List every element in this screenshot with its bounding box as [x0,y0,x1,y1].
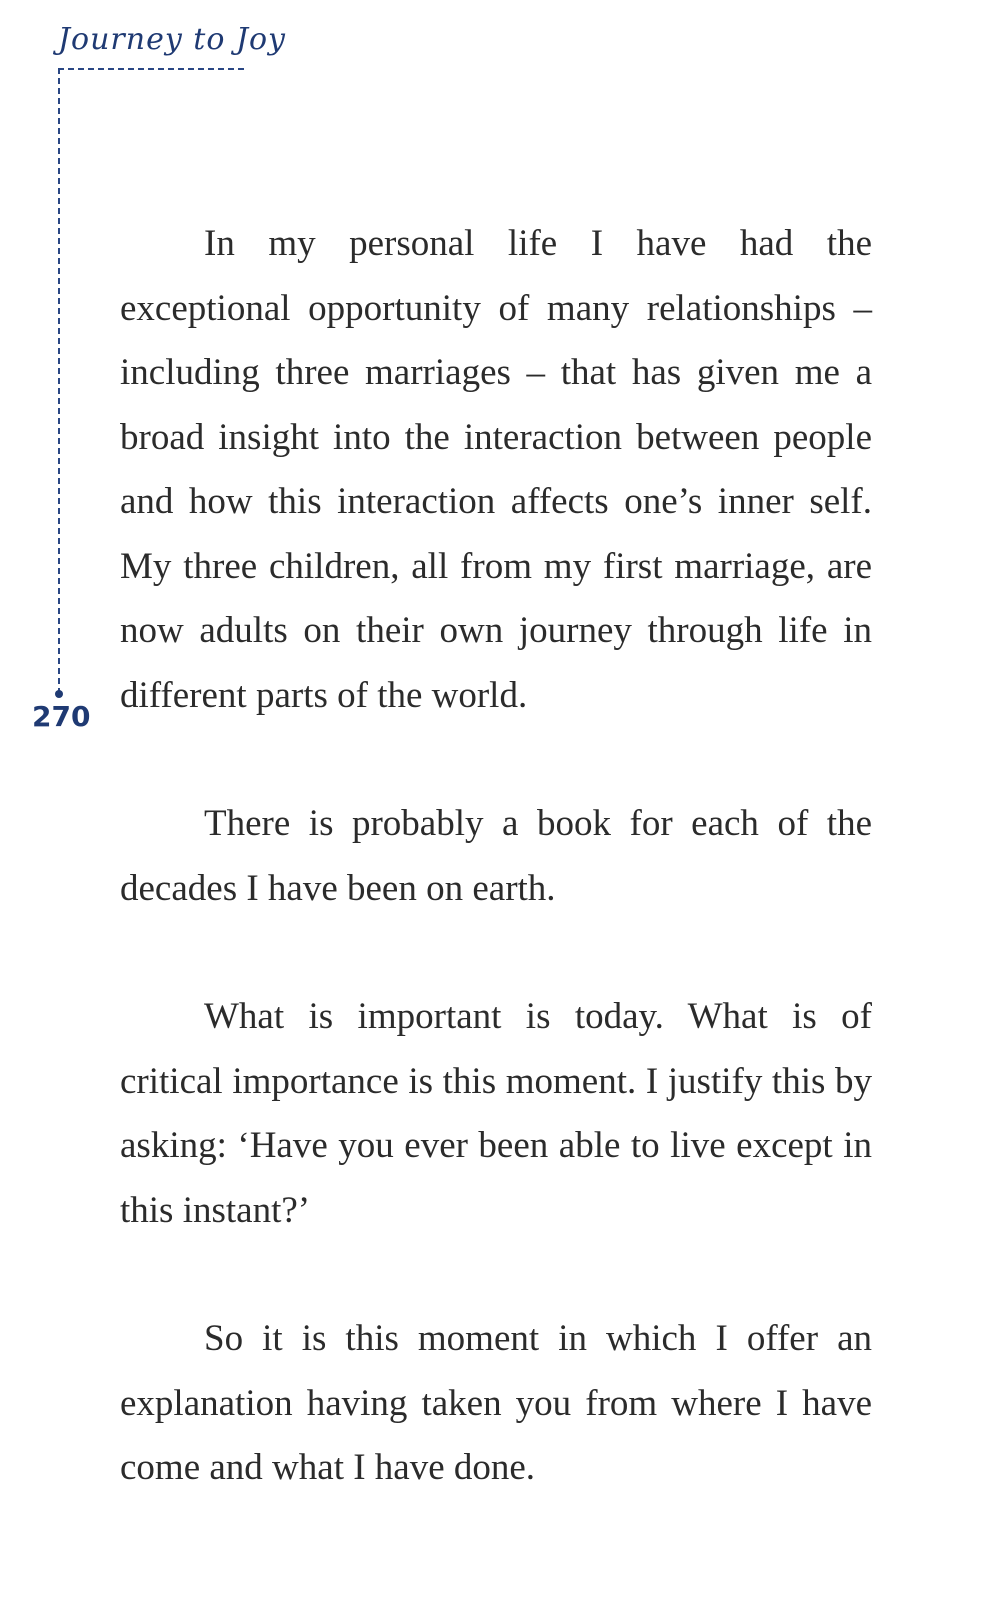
paragraph-decades: There is probably a book for each of the decades I have been on earth. [120,803,872,909]
running-head-title: Journey to Joy [58,22,286,57]
margin-dashed-rule [58,68,60,694]
paragraph-relationships: In my personal life I have had the exceptional opportunity of many relationships – including three marriages – that has given me a broad insight into the interaction between people and how this interaction affects one’s inner self. My three children, all from my first marriage, are now adults on their own journey through life in different parts of the world. [120,223,872,716]
rule-end-dot [55,690,63,698]
header-dashed-rule [58,68,244,70]
body-text [120,212,872,1565]
paragraph-today: What is important is today. What is of critical importance is this moment. I justify this by asking: ‘Have you ever been able to live except in this instant?’ [120,996,872,1231]
paragraph-moment: So it is this moment in which I offer an explanation having taken you from where I have come and what I have done. [120,1318,872,1488]
page-number: 270 [32,700,91,733]
